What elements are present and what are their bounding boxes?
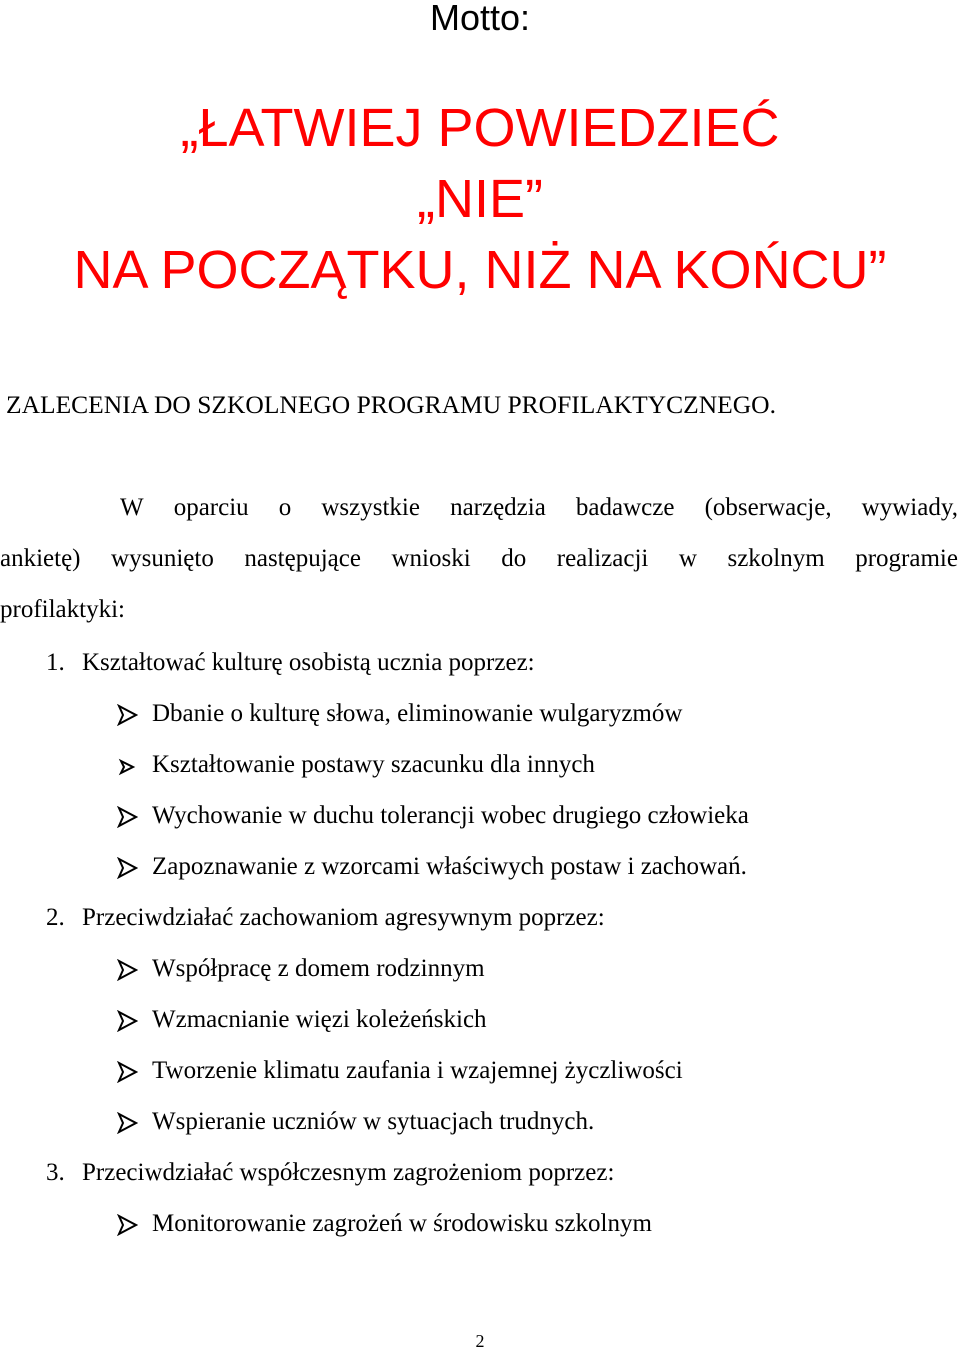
intro-word: realizacji [556, 545, 649, 572]
section-number: 1. [46, 649, 65, 676]
motto-label: Motto: [429, 0, 531, 38]
arrowhead-bullet-icon [116, 1110, 152, 1134]
section-3-heading [46, 1157, 614, 1189]
intro-word: następujące [244, 545, 361, 572]
section-title: Kształtować kulturę osobistą ucznia poprzez: [82, 649, 535, 676]
bullet-item [116, 1055, 683, 1087]
arrowhead-bullet-icon [116, 753, 152, 777]
bullet-text: Wzmacnianie więzi koleżeńskich [152, 1006, 487, 1033]
intro-word: ankietę) [0, 545, 81, 572]
arrowhead-bullet-icon [116, 702, 152, 726]
section-title: Przeciwdziałać współczesnym zagrożeniom poprzez: [82, 1159, 615, 1186]
bullet-text: Wychowanie w duchu tolerancji wobec drugiego człowieka [152, 802, 749, 829]
intro-word: w [678, 545, 697, 572]
intro-word: badawcze [575, 494, 675, 521]
bullet-item [116, 1004, 487, 1036]
arrowhead-bullet-icon [116, 855, 152, 879]
motto-line-1: „ŁATWIEJ POWIEDZIEĆ [180, 98, 780, 158]
intro-line-3: profilaktyki: [0, 596, 125, 623]
bullet-item [116, 749, 595, 781]
bullet-text: Monitorowanie zagrożeń w środowisku szkolnym [152, 1210, 652, 1237]
bullet-text: Wspieranie uczniów w sytuacjach trudnych. [152, 1108, 595, 1135]
section-1-heading [46, 647, 535, 679]
arrowhead-bullet-icon [116, 804, 152, 828]
bullet-text: Kształtowanie postawy szacunku dla innych [152, 751, 595, 778]
bullet-item [116, 698, 682, 730]
page-number: 2 [475, 1331, 485, 1351]
intro-word: (obserwacje, [704, 494, 832, 521]
intro-word: programie [855, 545, 958, 572]
arrowhead-bullet-icon [116, 1059, 152, 1083]
bullet-text: Zapoznawanie z wzorcami właściwych postaw i zachowań. [152, 853, 747, 880]
arrowhead-bullet-icon [116, 957, 152, 981]
bullet-item [116, 851, 747, 883]
section-title: Przeciwdziałać zachowaniom agresywnym poprzez: [82, 904, 605, 931]
section-number: 2. [46, 904, 65, 931]
intro-line-2 [0, 543, 960, 575]
intro-line-1 [0, 492, 960, 524]
arrowhead-bullet-icon [116, 1008, 152, 1032]
bullet-item [116, 1106, 594, 1138]
arrowhead-bullet-icon [116, 1212, 152, 1236]
intro-word: wysunięto [111, 545, 214, 572]
bullet-item [116, 953, 485, 985]
bullet-text: Dbanie o kulturę słowa, eliminowanie wulgaryzmów [152, 700, 683, 727]
intro-word: szkolnym [727, 545, 825, 572]
intro-word: wszystkie [321, 494, 420, 521]
intro-word: wywiady, [861, 494, 958, 521]
intro-word: wnioski [391, 545, 471, 572]
intro-word: W [120, 494, 144, 521]
intro-word: narzędzia [450, 494, 546, 521]
intro-word: o [278, 494, 292, 521]
motto-line-3: NA POCZĄTKU, NIŻ NA KOŃCU” [73, 240, 887, 300]
bullet-item [116, 1208, 652, 1240]
document-heading: ZALECENIA DO SZKOLNEGO PROGRAMU PROFILAKTYCZNEGO. [6, 390, 776, 419]
intro-word: do [501, 545, 527, 572]
bullet-text: Tworzenie klimatu zaufania i wzajemnej życzliwości [152, 1057, 683, 1084]
bullet-item [116, 800, 749, 832]
intro-word: oparciu [173, 494, 249, 521]
bullet-text: Współpracę z domem rodzinnym [152, 955, 485, 982]
section-number: 3. [46, 1159, 65, 1186]
motto-line-2: „NIE” [417, 169, 543, 229]
section-2-heading [46, 902, 605, 934]
